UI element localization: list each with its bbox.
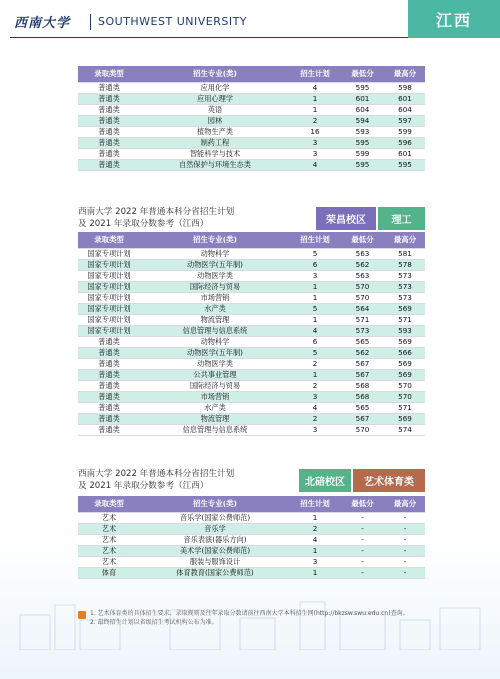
cell-min-score: 595 (340, 82, 385, 93)
cell-max-score: 573 (385, 292, 425, 303)
cell-min-score: 567 (340, 413, 385, 424)
cell-plan-count: 1 (290, 292, 340, 303)
cell-min-score: 568 (340, 380, 385, 391)
cell-max-score: 571 (385, 314, 425, 325)
cell-admission-type: 国家专项计划 (78, 314, 140, 325)
cell-plan-count: 2 (290, 380, 340, 391)
cell-major: 动物医学(五年制) (140, 347, 290, 358)
cell-admission-type: 国家专项计划 (78, 292, 140, 303)
cell-min-score: - (340, 545, 385, 556)
cell-plan-count: 1 (290, 512, 340, 523)
cell-plan-count: 1 (290, 369, 340, 380)
cell-plan-count: 6 (290, 336, 340, 347)
table-row (78, 556, 425, 567)
cell-major: 动物医学类 (140, 358, 290, 369)
cell-max-score: 569 (385, 336, 425, 347)
column-header-admission-type: 录取类型 (78, 496, 140, 512)
cell-max-score: 578 (385, 259, 425, 270)
cell-min-score: 564 (340, 303, 385, 314)
cell-plan-count: 1 (290, 93, 340, 104)
table-header-row (78, 66, 425, 82)
cell-plan-count: 6 (290, 259, 340, 270)
cell-major: 服装与服饰设计 (140, 556, 290, 567)
cell-plan-count: 5 (290, 248, 340, 259)
column-header-min-score: 最低分 (340, 232, 385, 248)
table-row (78, 248, 425, 259)
section-title-line1: 西南大学 2022 年普通本科分省招生计划 (78, 207, 235, 217)
cell-admission-type: 国家专项计划 (78, 270, 140, 281)
cell-major: 水产类 (140, 303, 290, 314)
cell-major: 动物医学类 (140, 270, 290, 281)
cell-plan-count: 2 (290, 115, 340, 126)
cell-plan-count: 4 (290, 82, 340, 93)
cell-max-score: 569 (385, 369, 425, 380)
cell-max-score: 569 (385, 303, 425, 314)
cell-admission-type: 普通类 (78, 104, 140, 115)
cell-min-score: 563 (340, 270, 385, 281)
table-row (78, 303, 425, 314)
cell-admission-type: 普通类 (78, 424, 140, 435)
cell-plan-count: 3 (290, 391, 340, 402)
cell-min-score: 595 (340, 159, 385, 170)
cell-plan-count: 3 (290, 270, 340, 281)
cell-min-score: 601 (340, 93, 385, 104)
cell-max-score: 599 (385, 126, 425, 137)
cell-admission-type: 普通类 (78, 159, 140, 170)
table-row (78, 424, 425, 435)
cell-min-score: 573 (340, 325, 385, 336)
column-header-admission-type: 录取类型 (78, 66, 140, 82)
cell-min-score: 567 (340, 358, 385, 369)
cell-major: 体育教育(国家公费师范) (140, 567, 290, 578)
cell-plan-count: 3 (290, 137, 340, 148)
cell-min-score: 565 (340, 402, 385, 413)
cell-major: 物流管理 (140, 314, 290, 325)
header-rule (10, 37, 408, 38)
cell-major: 动物科学 (140, 248, 290, 259)
cell-plan-count: 1 (290, 545, 340, 556)
table-row (78, 347, 425, 358)
column-header-min-score: 最低分 (340, 66, 385, 82)
column-header-plan-count: 招生计划 (290, 496, 340, 512)
cell-major: 市场营销 (140, 391, 290, 402)
column-header-major: 招生专业(类) (140, 496, 290, 512)
table-header-row (78, 496, 425, 512)
cell-admission-type: 国家专项计划 (78, 248, 140, 259)
cell-max-score: 570 (385, 380, 425, 391)
cell-major: 物流管理 (140, 413, 290, 424)
cell-admission-type: 国家专项计划 (78, 325, 140, 336)
university-logo: 西南大学 (14, 16, 71, 31)
cell-admission-type: 普通类 (78, 402, 140, 413)
cell-major: 英语 (140, 104, 290, 115)
table-row (78, 369, 425, 380)
cell-max-score: - (385, 523, 425, 534)
cell-min-score: - (340, 534, 385, 545)
section-title-line2: 及 2021 年录取分数参考（江西） (78, 219, 209, 229)
cell-major: 应用化学 (140, 82, 290, 93)
cell-plan-count: 3 (290, 148, 340, 159)
cell-max-score: 604 (385, 104, 425, 115)
table-row (78, 545, 425, 556)
admission-table-3 (78, 496, 425, 579)
cell-plan-count: 1 (290, 281, 340, 292)
section-title-line1: 西南大学 2022 年普通本科分省招生计划 (78, 469, 235, 479)
cell-max-score: 573 (385, 281, 425, 292)
cell-max-score: 573 (385, 270, 425, 281)
cell-max-score: 566 (385, 347, 425, 358)
cell-admission-type: 艺术 (78, 534, 140, 545)
cell-admission-type: 普通类 (78, 82, 140, 93)
table-row (78, 567, 425, 578)
cell-plan-count: 1 (290, 567, 340, 578)
cell-max-score: 569 (385, 413, 425, 424)
cell-admission-type: 普通类 (78, 148, 140, 159)
cell-plan-count: 1 (290, 104, 340, 115)
column-header-major: 招生专业(类) (140, 232, 290, 248)
table-row (78, 391, 425, 402)
table-row (78, 512, 425, 523)
cell-min-score: - (340, 567, 385, 578)
cell-admission-type: 体育 (78, 567, 140, 578)
table-row (78, 534, 425, 545)
cell-major: 园林 (140, 115, 290, 126)
cell-min-score: 599 (340, 148, 385, 159)
table-row (78, 159, 425, 170)
cell-major: 音乐表演(器乐方向) (140, 534, 290, 545)
cell-admission-type: 普通类 (78, 347, 140, 358)
cell-admission-type: 普通类 (78, 358, 140, 369)
cell-min-score: 562 (340, 347, 385, 358)
cell-max-score: - (385, 567, 425, 578)
cell-admission-type: 普通类 (78, 126, 140, 137)
cell-plan-count: 2 (290, 358, 340, 369)
section-title-line2: 及 2021 年录取分数参考（江西） (78, 481, 209, 491)
section-title-2 (78, 206, 234, 230)
cell-max-score: 597 (385, 115, 425, 126)
cell-admission-type: 普通类 (78, 391, 140, 402)
table-row (78, 325, 425, 336)
university-name: SOUTHWEST UNIVERSITY (98, 15, 248, 28)
cell-major: 音乐学(国家公费师范) (140, 512, 290, 523)
cell-plan-count: 5 (290, 303, 340, 314)
cell-max-score: - (385, 512, 425, 523)
column-header-plan-count: 招生计划 (290, 232, 340, 248)
cell-max-score: - (385, 545, 425, 556)
cell-plan-count: 16 (290, 126, 340, 137)
page-header (0, 0, 500, 46)
admission-table-1 (78, 66, 425, 171)
table-row (78, 82, 425, 93)
cell-min-score: 562 (340, 259, 385, 270)
cell-admission-type: 艺术 (78, 556, 140, 567)
cell-max-score: 601 (385, 148, 425, 159)
cell-min-score: 604 (340, 104, 385, 115)
cell-min-score: 565 (340, 336, 385, 347)
table-row (78, 93, 425, 104)
cell-max-score: 569 (385, 358, 425, 369)
category-badge: 理工 (378, 207, 425, 230)
cell-admission-type: 艺术 (78, 545, 140, 556)
cell-plan-count: 4 (290, 402, 340, 413)
table-row (78, 259, 425, 270)
cell-major: 动物科学 (140, 336, 290, 347)
cell-max-score: - (385, 534, 425, 545)
column-header-max-score: 最高分 (385, 232, 425, 248)
cell-major: 美术学(国家公费师范) (140, 545, 290, 556)
table-row (78, 270, 425, 281)
cell-plan-count: 3 (290, 556, 340, 567)
column-header-max-score: 最高分 (385, 66, 425, 82)
cell-major: 制药工程 (140, 137, 290, 148)
table-row (78, 292, 425, 303)
cell-major: 自然保护与环境生态类 (140, 159, 290, 170)
cell-plan-count: 2 (290, 413, 340, 424)
cell-min-score: 568 (340, 391, 385, 402)
cell-plan-count: 4 (290, 159, 340, 170)
campus-badge: 北碚校区 (299, 469, 351, 492)
cell-admission-type: 国家专项计划 (78, 303, 140, 314)
cell-min-score: 570 (340, 292, 385, 303)
column-header-min-score: 最低分 (340, 496, 385, 512)
cell-min-score: - (340, 523, 385, 534)
cell-admission-type: 普通类 (78, 413, 140, 424)
cell-plan-count: 4 (290, 325, 340, 336)
cell-major: 国际经济与贸易 (140, 380, 290, 391)
cell-plan-count: 1 (290, 314, 340, 325)
table-row (78, 336, 425, 347)
cell-major: 水产类 (140, 402, 290, 413)
table-row (78, 104, 425, 115)
footnote-1: 1. 艺术体育类的具体招生要求、录取规则及往年录取分数请前往西南大学本科招生网(http://bkzsw.swu.edu.cn)查询。 (90, 610, 409, 617)
cell-plan-count: 2 (290, 523, 340, 534)
footnote-2: 2. 最终招生计划以省级招生考试机构公布为准。 (90, 619, 218, 626)
cell-major: 音乐学 (140, 523, 290, 534)
table-row (78, 126, 425, 137)
cell-max-score: 595 (385, 159, 425, 170)
cell-major: 应用心理学 (140, 93, 290, 104)
table-row (78, 314, 425, 325)
table-row (78, 115, 425, 126)
cell-min-score: 593 (340, 126, 385, 137)
column-header-major: 招生专业(类) (140, 66, 290, 82)
table-row (78, 402, 425, 413)
table-row (78, 281, 425, 292)
cell-major: 公共事业管理 (140, 369, 290, 380)
table-row (78, 380, 425, 391)
header-separator (90, 14, 91, 30)
column-header-max-score: 最高分 (385, 496, 425, 512)
cell-admission-type: 国家专项计划 (78, 281, 140, 292)
province-tab: 江西 (408, 0, 500, 38)
cell-min-score: 595 (340, 137, 385, 148)
table-row (78, 358, 425, 369)
cell-major: 信息管理与信息系统 (140, 325, 290, 336)
cell-major: 动物医学(五年制) (140, 259, 290, 270)
cell-admission-type: 普通类 (78, 336, 140, 347)
cell-plan-count: 5 (290, 347, 340, 358)
cell-major: 智能科学与技术 (140, 148, 290, 159)
table-row (78, 523, 425, 534)
cell-major: 植物生产类 (140, 126, 290, 137)
cell-max-score: 581 (385, 248, 425, 259)
cell-plan-count: 3 (290, 424, 340, 435)
section-title-3 (78, 468, 234, 492)
cell-min-score: 570 (340, 281, 385, 292)
cell-major: 信息管理与信息系统 (140, 424, 290, 435)
cell-admission-type: 普通类 (78, 115, 140, 126)
cell-major: 市场营销 (140, 292, 290, 303)
cell-admission-type: 艺术 (78, 512, 140, 523)
cell-admission-type: 普通类 (78, 380, 140, 391)
cell-max-score: 570 (385, 391, 425, 402)
column-header-admission-type: 录取类型 (78, 232, 140, 248)
column-header-plan-count: 招生计划 (290, 66, 340, 82)
cell-max-score: 596 (385, 137, 425, 148)
table-row (78, 137, 425, 148)
table-row (78, 413, 425, 424)
cell-admission-type: 普通类 (78, 137, 140, 148)
cell-major: 国际经济与贸易 (140, 281, 290, 292)
cell-admission-type: 国家专项计划 (78, 259, 140, 270)
cell-plan-count: 4 (290, 534, 340, 545)
category-badge: 艺术体育类 (353, 469, 425, 492)
cell-max-score: - (385, 556, 425, 567)
cell-min-score: - (340, 556, 385, 567)
cell-max-score: 601 (385, 93, 425, 104)
cell-admission-type: 艺术 (78, 523, 140, 534)
cell-min-score: 570 (340, 424, 385, 435)
cell-min-score: 563 (340, 248, 385, 259)
cell-min-score: 594 (340, 115, 385, 126)
cell-admission-type: 普通类 (78, 93, 140, 104)
campus-badge: 荣昌校区 (316, 207, 376, 230)
cell-min-score: 571 (340, 314, 385, 325)
admission-table-2 (78, 232, 425, 436)
footnotes (78, 609, 423, 627)
cell-max-score: 593 (385, 325, 425, 336)
cell-min-score: 567 (340, 369, 385, 380)
cell-max-score: 571 (385, 402, 425, 413)
table-header-row (78, 232, 425, 248)
cell-min-score: - (340, 512, 385, 523)
cell-max-score: 598 (385, 82, 425, 93)
cell-max-score: 574 (385, 424, 425, 435)
table-row (78, 148, 425, 159)
cell-admission-type: 普通类 (78, 369, 140, 380)
